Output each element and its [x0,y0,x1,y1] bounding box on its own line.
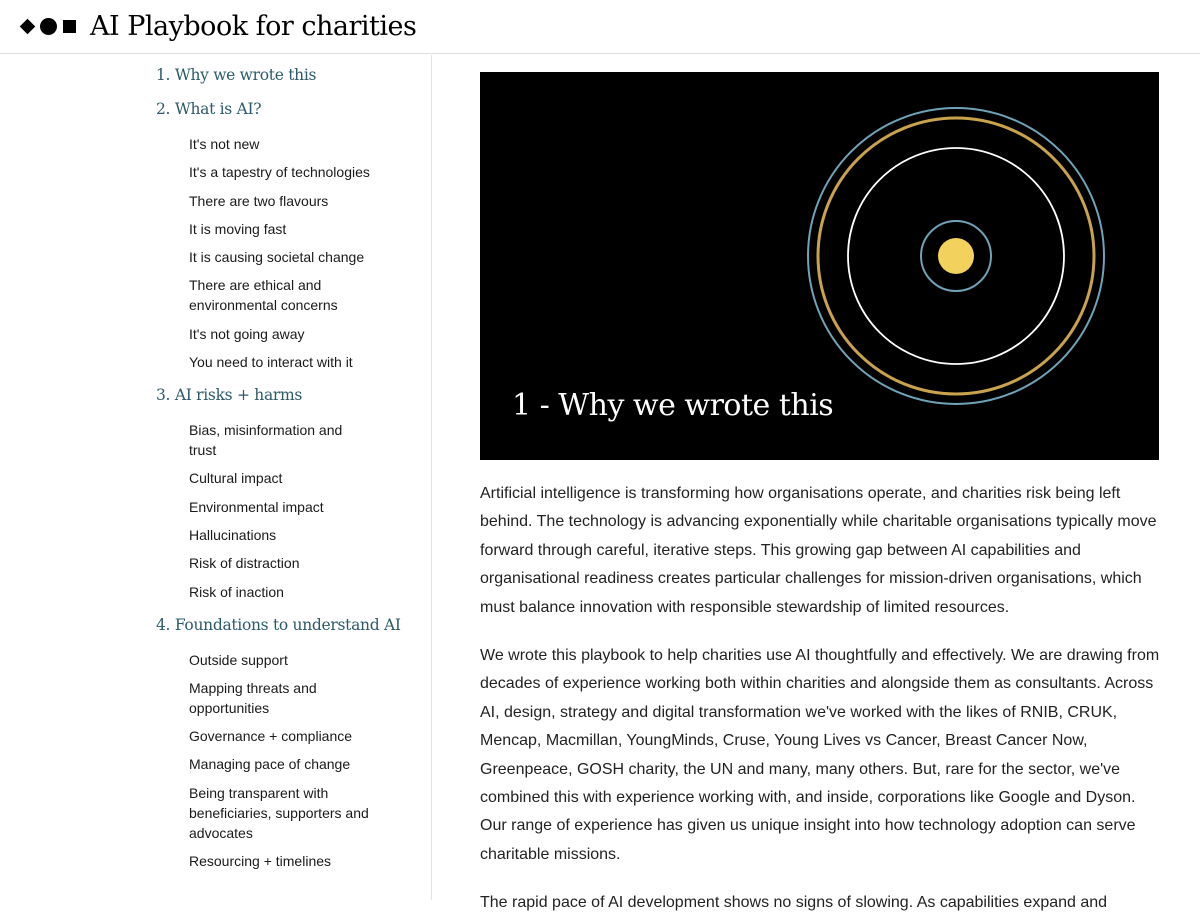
toc-section-why-we-wrote-this[interactable]: 1. Why we wrote this [156,66,317,84]
toc-item[interactable]: There are ethical and environmental concerns [189,277,338,314]
toc-item[interactable]: It is causing societal change [189,249,365,266]
toc-item[interactable]: Risk of inaction [189,583,284,600]
toc-item[interactable]: Environmental impact [189,498,324,515]
body-paragraph-partial: The rapid pace of AI development shows no signs of slowing. As capabilities expand and [480,894,1108,912]
toc-section-ai-risks-harms[interactable]: 3. AI risks + harms [156,386,303,405]
site-title[interactable]: AI Playbook for charities [90,11,417,42]
toc-item[interactable]: It is moving fast [189,220,287,237]
toc-item[interactable]: Cultural impact [189,470,283,487]
toc-item[interactable]: Risk of distraction [189,555,300,572]
toc-sublist-foundations [189,650,406,871]
logo[interactable] [20,18,76,35]
circle-icon [40,18,57,35]
toc-item[interactable]: Managing pace of change [189,756,351,773]
table-of-contents [0,55,432,900]
body-paragraph: We wrote this playbook to help charities use AI thoughtfully and effectively. We are drawing from decades of experience working both within charities and alongside them as consultants. Across AI, design, strategy and digital transformation we've worked with the likes of RNIB, CRUK, Mencap, Macmillan, YoungMinds, Cruse, Young Lives vs Cancer, Breast Cancer Now, Greenpeace, GOSH charity, the UN and many, many others. But, rare for the sector, we've combined this with experience working with, and inside, corporations like Google and Dyson. Our range of experience has given us unique insight into how technology adoption can serve charitable missions. [480,647,1160,863]
toc-item[interactable]: There are two flavours [189,192,329,209]
toc-sublist-ai-risks [189,420,406,601]
sun-icon [938,238,974,274]
toc-section-foundations[interactable]: 4. Foundations to understand AI [156,615,401,634]
toc-item[interactable]: Hallucinations [189,526,277,543]
toc-item[interactable]: Outside support [189,651,288,668]
toc-item[interactable]: Resourcing + timelines [189,853,332,870]
toc-item[interactable]: It's not new [189,136,260,152]
toc-sublist-what-is-ai [189,134,406,372]
toc-item[interactable]: Being transparent with beneficiaries, supporters and advocates [189,784,369,841]
main-content [480,72,1160,918]
hero-banner [480,72,1159,460]
toc-section-what-is-ai[interactable]: 2. What is AI? [156,100,262,118]
toc-item[interactable]: Mapping threats and opportunities [189,679,317,716]
toc-item[interactable]: Bias, misinformation and trust [189,422,343,459]
hero-title: 1 - Why we wrote this [512,388,834,423]
intro-paragraph: Artificial intelligence is transforming how organisations operate, and charities risk being left behind. The technology is advancing exponentially while charitable organisations typically move forward through careful, iterative steps. This growing gap between AI capabilities and organisational readiness creates particular challenges for mission-driven organisations, which must balance innovation with responsible stewardship of limited resources. [480,485,1157,616]
square-icon [63,20,76,33]
site-header [0,0,1200,54]
toc-item[interactable]: Governance + compliance [189,728,353,745]
toc-item[interactable]: You need to interact with it [189,354,353,371]
toc-item[interactable]: It's not going away [189,325,305,342]
toc-item[interactable]: It's a tapestry of technologies [189,164,370,181]
diamond-icon [20,19,36,35]
